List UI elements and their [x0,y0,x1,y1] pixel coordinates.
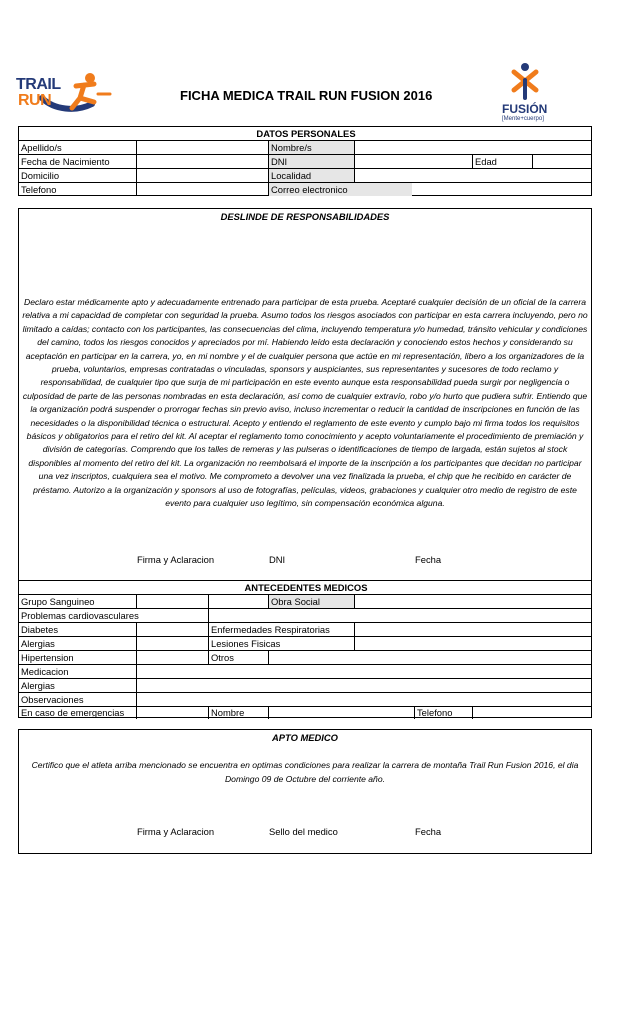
cardiovasculares-label: Problemas cardiovasculares [21,610,139,621]
apto-heading: APTO MEDICO [272,732,338,743]
fusion-logo-tagline: [Mente+cuerpo] [502,116,544,122]
hipertension-field[interactable] [136,651,208,664]
obra-social-label: Obra Social [268,595,354,608]
ant-row-7 [19,679,591,693]
nombre-label: Nombre/s [268,141,354,154]
emergencia-telefono-field[interactable] [472,706,593,719]
apto-sello-label: Sello del medico [269,826,338,837]
ant-row-3 [19,623,591,637]
emergencias-field[interactable] [136,706,208,719]
deslinde-fecha-label: Fecha [415,554,442,565]
deslinde-dni-label: DNI [269,554,286,565]
correo-label: Correo electronico [268,183,412,196]
ant-row-6 [19,665,591,679]
personal-data-table [18,126,592,196]
dni-label: DNI [268,155,354,168]
cardiovasculares-field[interactable] [208,609,593,622]
grupo-sanguineo-field-2[interactable] [208,595,268,608]
alergias-field[interactable] [136,637,208,650]
personal-header-row [19,127,591,141]
personal-heading: DATOS PERSONALES [256,128,356,139]
deslinde-section [18,208,592,718]
hipertension-label: Hipertension [21,652,74,663]
deslinde-firma-label: Firma y Aclaracion [137,554,215,565]
fecha-nacimiento-field[interactable] [136,155,268,168]
alergias-label: Alergias [21,638,55,649]
telefono-label: Telefono [21,184,57,195]
grupo-sanguineo-field[interactable] [136,595,208,608]
otros-field[interactable] [268,651,593,664]
antecedentes-heading: ANTECEDENTES MEDICOS [244,582,368,593]
diabetes-label: Diabetes [21,624,59,635]
ant-row-4 [19,637,591,651]
ant-row-2 [19,609,591,623]
domicilio-field[interactable] [136,169,268,182]
page-title: FICHA MEDICA TRAIL RUN FUSION 2016 [180,88,433,103]
observaciones-field[interactable] [136,693,593,706]
medicacion-label: Medicacion [21,666,69,677]
edad-label: Edad [472,155,532,168]
personal-row-1 [19,141,591,155]
medicacion-field[interactable] [136,665,593,678]
telefono-field[interactable] [136,183,268,196]
ant-row-1 [19,595,591,609]
emergencia-nombre-label: Nombre [208,706,268,719]
apto-text: Certifico que el atleta arriba mencionado se encuentra en optimas condiciones para realizar la carrera de montaña Trail Run Fusion 2016, el dia Domingo 09 de Octubre del corriente año. [31,760,579,784]
respiratorias-label: Enfermedades Respiratorias [208,623,354,636]
correo-field[interactable] [412,183,593,196]
apto-medico-section [18,729,592,854]
localidad-field[interactable] [354,169,593,182]
personal-row-4 [19,183,591,196]
lesiones-field[interactable] [354,637,593,650]
antecedentes-table [19,580,591,719]
edad-field[interactable] [532,155,593,168]
observaciones-label: Observaciones [21,694,84,705]
trail-run-logo-line2: RUN [18,92,52,109]
emergencia-telefono-label: Telefono [414,706,472,719]
personal-row-2 [19,155,591,169]
otros-label: Otros [208,651,268,664]
domicilio-label: Domicilio [21,170,60,181]
apellido-field[interactable] [136,141,268,154]
alergias2-label: Alergias [21,680,55,691]
fusion-logo-name: FUSIÓN [502,102,548,116]
ant-row-9 [19,706,591,719]
antecedentes-header-row [19,581,591,595]
apellido-label: Apellido/s [21,142,62,153]
dni-field[interactable] [354,155,472,168]
apto-fecha-label: Fecha [415,826,442,837]
emergencias-label: En caso de emergencias [21,707,125,718]
obra-social-field[interactable] [354,595,593,608]
deslinde-text: Declaro estar médicamente apto y adecuadamente entrenado para participar de esta prueba. Aceptaré cualquier decisión de un oficial de la carrera relativa a mi capacidad de completar con seguridad la prueba. Asumo todos los riesgos asociados con participar en esta carrera incluyendo, pero no limitado a caídas; contacto con los participantes, las consecuencias del clima, incluyendo temperatura y/o humedad, tránsito vehicular y condiciones del camino, todos los riesgos conocidos y apreciados por mí. Habiendo leído esta declaración y conociendo estos hechos y considerando su aceptación en participar en la carrera, yo, en mi nombre y el de cualquier persona que actúe en mi representación, libero a los organizadores de la prueba, voluntarios, empresas contratadas o vinculadas, sponsors y auspiciantes, sus representantes y sucesores de todo reclamo y responsabilidad, de cualquier tipo que surja de mi participación en este evento aunque esta responsabilidad pueda surgir por negligencia o culposidad de parte de las personas nombradas en esta declaración, así como de cualquier extravío, robo y/o hurto que pudiera sufrir. Entiendo que la organización podrá suspender o prorrogar fechas sin previo aviso, incluso incrementar o reducir la cantidad de inscripciones en función de las necesidades o la disponibilidad técnica o estructural. Acepto y entiendo el reglamento de este evento y cumplo bajo mi firma todos los requisitos básicos y obligatorios para el retiro del kit. Al aceptar el reglamento tomo conocimiento y acepto voluntariamente el procedimiento de premiación y división de categorías. Comprendo que los talles de remeras y las pulseras o identificaciones de tiempo de largada, están sujetos al stock disponibles al momento del retiro del kit. La organización no reembolsará el importe de la inscripción a los participantes que decidan no participar una vez inscriptos, cualquiera sea el motivo. Me comprometo a devolver una vez finalizada la prueba, el chip que he recibido en carácter de préstamo. Autorizo a la organización y sponsors al uso de fotografías, películas, videos, grabaciones y cualquier otro medio de registro de este evento para cualquier uso legítimo, sin compensación económica alguna. [22,297,588,509]
emergencia-nombre-field[interactable] [268,706,414,719]
apto-firma-label: Firma y Aclaracion [137,826,215,837]
deslinde-heading: DESLINDE DE RESPONSABILIDADES [220,211,390,222]
lesiones-label: Lesiones Fisicas [208,637,354,650]
localidad-label: Localidad [268,169,354,182]
fecha-nacimiento-label: Fecha de Nacimiento [21,156,110,167]
alergias2-field[interactable] [136,679,593,692]
ant-row-5 [19,651,591,665]
grupo-sanguineo-label: Grupo Sanguineo [21,596,95,607]
diabetes-field[interactable] [136,623,208,636]
personal-row-3 [19,169,591,183]
nombre-field[interactable] [354,141,593,154]
respiratorias-field[interactable] [354,623,593,636]
fusion-figure-icon [500,62,560,102]
trail-run-logo [14,70,112,118]
ant-row-8 [19,693,591,707]
fusion-logo [500,62,560,126]
trail-run-logo-line1: TRAIL [16,76,61,93]
